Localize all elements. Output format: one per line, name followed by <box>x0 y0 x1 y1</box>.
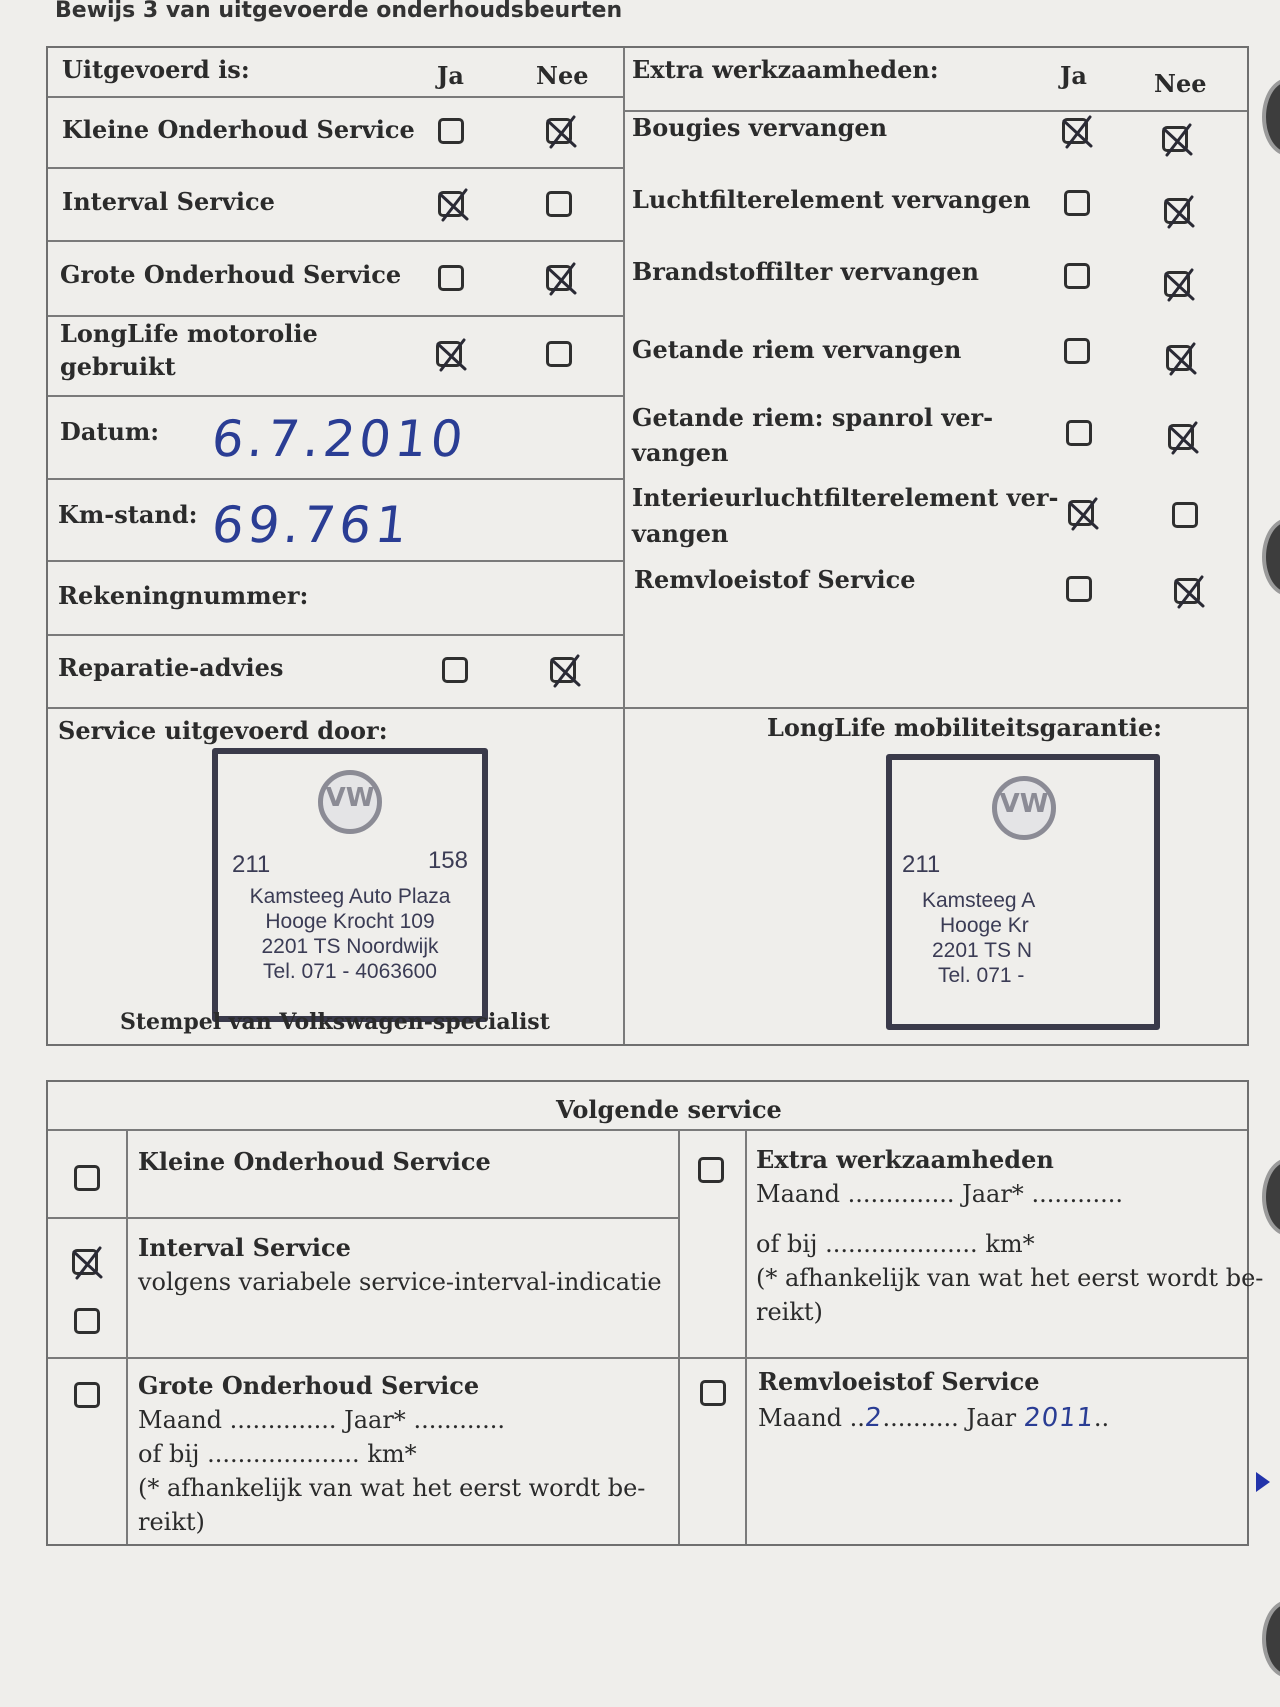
binder-ring-icon <box>1262 1158 1280 1236</box>
check-mark-icon <box>1167 421 1201 457</box>
check-mark-icon <box>1163 268 1197 304</box>
performed-kleine-nee-checkbox[interactable] <box>546 118 572 144</box>
extra-no-header: Nee <box>1154 69 1207 98</box>
stamp-line: Hooge Kr <box>940 914 1029 937</box>
extra-label-spanrol-1: Getande riem: spanrol ver- <box>632 403 994 432</box>
stamp-line: Kamsteeg Auto Plaza <box>249 885 451 908</box>
stamp-number: 158 <box>427 847 468 874</box>
row-line <box>48 560 623 562</box>
stamp-line: Hooge Krocht 109 <box>265 910 435 933</box>
extra-bougies-nee-checkbox[interactable] <box>1162 126 1188 152</box>
extra-luchtfilter-ja-checkbox[interactable] <box>1064 190 1090 216</box>
reparatie-nee-checkbox[interactable] <box>550 657 576 683</box>
check-mark-icon <box>1173 575 1207 611</box>
next-extra-km-label: km* <box>985 1230 1035 1258</box>
extra-interieur-ja-checkbox[interactable] <box>1068 500 1094 526</box>
extra-getande-riem-nee-checkbox[interactable] <box>1166 345 1192 371</box>
next-extra-maand-field[interactable]: .............. <box>847 1180 963 1208</box>
extra-interieur-nee-checkbox[interactable] <box>1172 502 1198 528</box>
mobility-label: LongLife mobiliteitsgarantie: <box>767 713 1162 742</box>
page-title: Bewijs 3 van uitgevoerde onderhoudsbeurten <box>55 0 623 23</box>
next-grote-note-1: (* afhankelijk van wat het eerst wordt be- <box>138 1474 646 1502</box>
vw-logo-icon <box>318 770 382 834</box>
next-rem-jaar-handwritten: 2011 <box>1022 1403 1096 1433</box>
kmstand-handwritten-value: 69.761 <box>208 496 415 554</box>
next-rem-maand-handwritten: 2 <box>863 1403 885 1433</box>
check-mark-icon <box>1165 342 1199 378</box>
row-line <box>48 395 623 397</box>
binder-ring-icon <box>1262 1600 1280 1678</box>
extra-label-brandstoffilter: Brandstoffilter vervangen <box>632 257 979 286</box>
vw-logo-icon <box>992 776 1056 840</box>
next-grote-jaar-field[interactable]: ............ <box>413 1406 505 1434</box>
extra-brandstoffilter-nee-checkbox[interactable] <box>1164 271 1190 297</box>
check-mark-icon <box>545 115 579 151</box>
next-grote-maand-field[interactable]: .............. <box>229 1406 345 1434</box>
next-kleine-checkbox[interactable] <box>74 1165 100 1191</box>
dotted-leader: .. <box>1093 1404 1110 1432</box>
next-extra-note-2: reikt) <box>756 1298 823 1326</box>
next-grote-jaar-label: Jaar* <box>344 1406 406 1434</box>
performed-grote-nee-checkbox[interactable] <box>546 265 572 291</box>
dotted-leader: .. <box>849 1404 865 1432</box>
next-rem-maand-label: Maand <box>758 1404 843 1432</box>
performed-yes-header: Ja <box>437 61 464 90</box>
row-line <box>48 315 623 317</box>
next-extra-km-field[interactable]: .................... <box>825 1230 986 1258</box>
next-service-title: Volgende service <box>556 1095 782 1124</box>
row-line <box>48 478 623 480</box>
next-extra-checkbox[interactable] <box>698 1157 724 1183</box>
check-mark-icon <box>435 338 469 374</box>
next-extra-maand-label: Maand <box>756 1180 841 1208</box>
reparatie-label: Reparatie-advies <box>58 653 284 682</box>
performed-label-longlife-2: gebruikt <box>60 352 176 381</box>
next-rem-jaar-label: Jaar <box>966 1404 1017 1432</box>
extra-label-interieur-1: Interieurluchtfilterelement ver- <box>632 483 1059 512</box>
dotted-leader: .......... <box>882 1404 967 1432</box>
check-mark-icon <box>549 654 583 690</box>
performed-longlife-nee-checkbox[interactable] <box>546 341 572 367</box>
next-grote-km-row <box>138 1438 417 1470</box>
row-line <box>48 167 623 169</box>
extra-spanrol-ja-checkbox[interactable] <box>1066 420 1092 446</box>
table-divider <box>623 48 625 1044</box>
check-mark-icon <box>1163 195 1197 231</box>
extra-work-header: Extra werkzaamheden: <box>632 55 939 84</box>
next-rem-maand-row <box>758 1402 1109 1434</box>
reparatie-ja-checkbox[interactable] <box>442 657 468 683</box>
stamp-line: Tel. 071 - <box>938 964 1025 987</box>
next-grote-km-label: km* <box>367 1440 417 1468</box>
next-extra-jaar-field[interactable]: ............ <box>1031 1180 1123 1208</box>
next-extra-km-row <box>756 1228 1035 1260</box>
col-line <box>126 1131 128 1544</box>
datum-label: Datum: <box>60 417 160 446</box>
row-line <box>48 1357 1247 1359</box>
triangle-marker-icon <box>1256 1472 1270 1492</box>
stamp-line: Tel. 071 - 4063600 <box>263 960 437 983</box>
binder-ring-icon <box>1262 78 1280 156</box>
next-extra-label: Extra werkzaamheden <box>756 1145 1054 1174</box>
rekening-label: Rekeningnummer: <box>58 581 309 610</box>
next-grote-checkbox[interactable] <box>74 1382 100 1408</box>
performed-no-header: Nee <box>536 61 589 90</box>
performed-grote-ja-checkbox[interactable] <box>438 265 464 291</box>
row-line <box>48 96 623 98</box>
stamp-code: 211 <box>902 851 941 878</box>
performed-label-longlife-1: LongLife motorolie <box>60 319 318 348</box>
performed-longlife-ja-checkbox[interactable] <box>436 341 462 367</box>
col-line <box>745 1131 747 1544</box>
vw-logo-text: VW <box>999 789 1049 819</box>
performed-kleine-ja-checkbox[interactable] <box>438 118 464 144</box>
extra-remvloeistof-nee-checkbox[interactable] <box>1174 578 1200 604</box>
check-mark-icon <box>437 188 471 224</box>
extra-remvloeistof-ja-checkbox[interactable] <box>1066 576 1092 602</box>
row-line <box>48 634 623 636</box>
extra-spanrol-nee-checkbox[interactable] <box>1168 424 1194 450</box>
extra-label-remvloeistof: Remvloeistof Service <box>634 565 916 594</box>
row-line <box>48 707 1247 709</box>
next-extra-ofbij-label: of bij <box>756 1230 818 1258</box>
stamp-code: 211 <box>232 851 271 878</box>
vw-logo-text: VW <box>325 783 375 813</box>
performed-label-kleine: Kleine Onderhoud Service <box>62 115 415 144</box>
extra-luchtfilter-nee-checkbox[interactable] <box>1164 198 1190 224</box>
performed-interval-nee-checkbox[interactable] <box>546 191 572 217</box>
next-rem-checkbox[interactable] <box>700 1380 726 1406</box>
col-line <box>678 1131 680 1544</box>
row-line <box>48 1217 678 1219</box>
performed-interval-ja-checkbox[interactable] <box>438 191 464 217</box>
next-grote-note-2: reikt) <box>138 1508 205 1536</box>
stamp-line: 2201 TS Noordwijk <box>261 935 439 958</box>
service-by-label: Service uitgevoerd door: <box>58 716 388 745</box>
next-grote-km-field[interactable]: .................... <box>207 1440 368 1468</box>
extra-getande-riem-ja-checkbox[interactable] <box>1064 338 1090 364</box>
stamp-line: 2201 TS N <box>932 939 1033 962</box>
extra-label-luchtfilter: Luchtfilterelement vervangen <box>632 185 1031 214</box>
next-grote-maand-label: Maand <box>138 1406 223 1434</box>
check-mark-icon <box>1061 115 1095 151</box>
next-rem-label: Remvloeistof Service <box>758 1367 1040 1396</box>
extra-label-bougies: Bougies vervangen <box>632 113 888 142</box>
mobility-stamp <box>886 754 1160 1030</box>
next-kleine-label: Kleine Onderhoud Service <box>138 1147 491 1176</box>
next-grote-ofbij-label: of bij <box>138 1440 200 1468</box>
next-grote-label: Grote Onderhoud Service <box>138 1371 480 1400</box>
performed-label-grote: Grote Onderhoud Service <box>60 260 402 289</box>
stamp-line: Kamsteeg A <box>922 889 1036 912</box>
extra-label-getande-riem: Getande riem vervangen <box>632 335 962 364</box>
next-interval-checkbox-bottom[interactable] <box>74 1308 100 1334</box>
extra-label-spanrol-2: vangen <box>632 438 729 467</box>
performed-header: Uitgevoerd is: <box>62 55 250 84</box>
kmstand-label: Km-stand: <box>58 500 198 529</box>
next-extra-note-1: (* afhankelijk van wat het eerst wordt be- <box>756 1264 1264 1292</box>
row-line <box>48 1129 1247 1131</box>
extra-yes-header: Ja <box>1060 61 1087 90</box>
check-mark-icon <box>545 262 579 298</box>
row-line <box>48 240 623 242</box>
stamp-footer-label: Stempel van Volkswagen-specialist <box>120 1009 550 1035</box>
check-mark-icon <box>71 1246 105 1282</box>
next-interval-sub: volgens variabele service-interval-indicatie <box>138 1268 662 1296</box>
next-interval-label: Interval Service <box>138 1233 351 1262</box>
next-extra-jaar-label: Jaar* <box>962 1180 1024 1208</box>
binder-ring-icon <box>1262 518 1280 596</box>
next-interval-checkbox-top[interactable] <box>72 1249 98 1275</box>
check-mark-icon <box>1161 123 1195 159</box>
performed-label-interval: Interval Service <box>62 187 275 216</box>
extra-bougies-ja-checkbox[interactable] <box>1062 118 1088 144</box>
check-mark-icon <box>1067 497 1101 533</box>
datum-handwritten-value: 6.7.2010 <box>208 410 470 468</box>
next-extra-maand-row <box>756 1178 1123 1210</box>
extra-brandstoffilter-ja-checkbox[interactable] <box>1064 263 1090 289</box>
dealer-stamp <box>212 748 488 1022</box>
next-grote-maand-row <box>138 1404 505 1436</box>
extra-label-interieur-2: vangen <box>632 519 729 548</box>
